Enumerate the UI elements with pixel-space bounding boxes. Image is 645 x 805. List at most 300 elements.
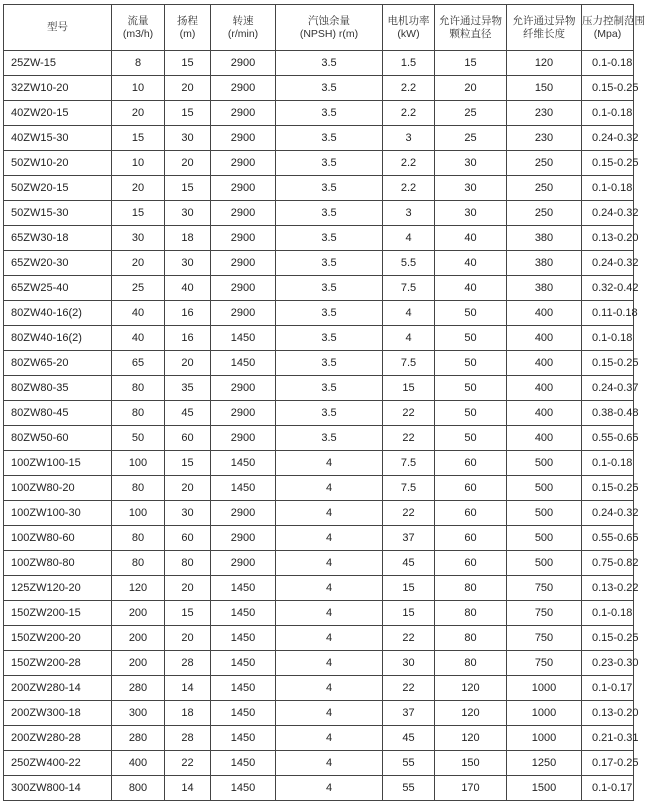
cell-fiber-length: 150 — [507, 76, 582, 101]
cell-pressure-range: 0.1-0.18 — [582, 101, 634, 126]
cell-flow-rate: 280 — [112, 726, 165, 751]
cell-speed: 2900 — [211, 251, 276, 276]
cell-motor-power: 22 — [383, 401, 435, 426]
table-row — [4, 376, 634, 401]
cell-speed: 1450 — [211, 676, 276, 701]
header-model — [4, 5, 112, 51]
cell-fiber-length: 120 — [507, 51, 582, 76]
cell-motor-power: 7.5 — [383, 476, 435, 501]
cell-motor-power: 1.5 — [383, 51, 435, 76]
cell-flow-rate: 200 — [112, 601, 165, 626]
cell-model: 100ZW100-15 — [4, 451, 112, 476]
header-npsh-line-2: (NPSH) r(m) — [299, 27, 359, 40]
cell-model: 80ZW80-45 — [4, 401, 112, 426]
cell-motor-power: 5.5 — [383, 251, 435, 276]
cell-model: 100ZW80-20 — [4, 476, 112, 501]
cell-motor-power: 45 — [383, 551, 435, 576]
cell-head: 80 — [165, 551, 211, 576]
cell-model: 65ZW25-40 — [4, 276, 112, 301]
header-head-line-2: (m) — [179, 27, 196, 40]
header-speed-line-1: 转速 — [232, 14, 254, 27]
header-flow-rate-line-1: 流量 — [127, 14, 149, 27]
cell-head: 18 — [165, 226, 211, 251]
cell-head: 40 — [165, 276, 211, 301]
cell-particle-diameter: 30 — [435, 176, 507, 201]
header-motor-power — [383, 5, 435, 51]
cell-flow-rate: 280 — [112, 676, 165, 701]
cell-particle-diameter: 25 — [435, 101, 507, 126]
cell-speed: 2900 — [211, 301, 276, 326]
table-row — [4, 176, 634, 201]
cell-fiber-length: 1000 — [507, 726, 582, 751]
cell-pressure-range: 0.24-0.37 — [582, 376, 634, 401]
cell-speed: 1450 — [211, 726, 276, 751]
cell-pressure-range: 0.1-0.17 — [582, 676, 634, 701]
cell-pressure-range: 0.38-0.48 — [582, 401, 634, 426]
cell-npsh: 3.5 — [276, 301, 383, 326]
cell-particle-diameter: 30 — [435, 201, 507, 226]
pump-spec-table — [3, 4, 645, 801]
cell-npsh: 3.5 — [276, 326, 383, 351]
cell-fiber-length: 380 — [507, 226, 582, 251]
cell-motor-power: 55 — [383, 776, 435, 801]
cell-fiber-length: 500 — [507, 451, 582, 476]
cell-head: 30 — [165, 251, 211, 276]
table-row — [4, 201, 634, 226]
cell-motor-power: 2.2 — [383, 176, 435, 201]
header-row — [4, 5, 634, 51]
cell-particle-diameter: 50 — [435, 376, 507, 401]
header-fiber-length-line-2: 纤维长度 — [523, 27, 565, 40]
cell-npsh: 4 — [276, 601, 383, 626]
cell-head: 30 — [165, 501, 211, 526]
cell-pressure-range: 0.1-0.18 — [582, 326, 634, 351]
table-row — [4, 451, 634, 476]
cell-flow-rate: 80 — [112, 401, 165, 426]
cell-motor-power: 4 — [383, 326, 435, 351]
table-row — [4, 251, 634, 276]
cell-npsh: 4 — [276, 476, 383, 501]
header-fiber-length-line-1: 允许通过异物 — [512, 14, 576, 27]
cell-particle-diameter: 120 — [435, 701, 507, 726]
cell-speed: 2900 — [211, 226, 276, 251]
cell-model: 150ZW200-28 — [4, 651, 112, 676]
cell-pressure-range: 0.13-0.20 — [582, 701, 634, 726]
header-particle-diameter-line-2: 颗粒直径 — [449, 27, 492, 40]
cell-model: 80ZW80-35 — [4, 376, 112, 401]
cell-flow-rate: 80 — [112, 551, 165, 576]
cell-speed: 2900 — [211, 501, 276, 526]
cell-npsh: 3.5 — [276, 76, 383, 101]
cell-npsh: 4 — [276, 676, 383, 701]
cell-flow-rate: 100 — [112, 451, 165, 476]
cell-pressure-range: 0.15-0.25 — [582, 351, 634, 376]
cell-particle-diameter: 150 — [435, 751, 507, 776]
cell-fiber-length: 750 — [507, 651, 582, 676]
cell-npsh: 4 — [276, 726, 383, 751]
cell-particle-diameter: 80 — [435, 626, 507, 651]
cell-particle-diameter: 50 — [435, 351, 507, 376]
table-row — [4, 51, 634, 76]
cell-motor-power: 15 — [383, 601, 435, 626]
cell-flow-rate: 8 — [112, 51, 165, 76]
table-row — [4, 101, 634, 126]
cell-pressure-range: 0.15-0.25 — [582, 626, 634, 651]
header-pressure-range-line-2: (Mpa) — [593, 27, 622, 40]
table-row — [4, 151, 634, 176]
cell-fiber-length: 750 — [507, 601, 582, 626]
cell-speed: 2900 — [211, 526, 276, 551]
cell-head: 20 — [165, 351, 211, 376]
cell-npsh: 3.5 — [276, 426, 383, 451]
header-model-line-1: 型号 — [47, 21, 68, 33]
cell-pressure-range: 0.55-0.65 — [582, 426, 634, 451]
cell-speed: 2900 — [211, 151, 276, 176]
cell-flow-rate: 80 — [112, 526, 165, 551]
table-row — [4, 226, 634, 251]
cell-fiber-length: 250 — [507, 176, 582, 201]
cell-fiber-length: 1000 — [507, 676, 582, 701]
cell-motor-power: 22 — [383, 501, 435, 526]
cell-fiber-length: 400 — [507, 401, 582, 426]
cell-flow-rate: 200 — [112, 626, 165, 651]
cell-flow-rate: 10 — [112, 151, 165, 176]
cell-flow-rate: 400 — [112, 751, 165, 776]
header-speed-line-2: (r/min) — [227, 27, 259, 40]
cell-flow-rate: 100 — [112, 501, 165, 526]
cell-flow-rate: 15 — [112, 201, 165, 226]
cell-fiber-length: 500 — [507, 476, 582, 501]
cell-pressure-range: 0.13-0.22 — [582, 576, 634, 601]
cell-pressure-range: 0.55-0.65 — [582, 526, 634, 551]
cell-motor-power: 2.2 — [383, 151, 435, 176]
cell-flow-rate: 20 — [112, 101, 165, 126]
cell-head: 35 — [165, 376, 211, 401]
cell-head: 20 — [165, 76, 211, 101]
cell-head: 60 — [165, 426, 211, 451]
cell-head: 15 — [165, 451, 211, 476]
cell-npsh: 3.5 — [276, 101, 383, 126]
cell-motor-power: 15 — [383, 576, 435, 601]
cell-pressure-range: 0.24-0.32 — [582, 501, 634, 526]
cell-speed: 2900 — [211, 76, 276, 101]
cell-npsh: 4 — [276, 626, 383, 651]
cell-head: 15 — [165, 101, 211, 126]
cell-fiber-length: 500 — [507, 501, 582, 526]
table-row — [4, 776, 634, 801]
cell-particle-diameter: 60 — [435, 451, 507, 476]
cell-motor-power: 45 — [383, 726, 435, 751]
cell-model: 40ZW15-30 — [4, 126, 112, 151]
cell-model: 80ZW50-60 — [4, 426, 112, 451]
cell-pressure-range: 0.1-0.18 — [582, 51, 634, 76]
cell-motor-power: 7.5 — [383, 351, 435, 376]
table-row — [4, 701, 634, 726]
cell-motor-power: 22 — [383, 426, 435, 451]
cell-head: 20 — [165, 151, 211, 176]
cell-head: 20 — [165, 576, 211, 601]
cell-npsh: 3.5 — [276, 226, 383, 251]
cell-particle-diameter: 40 — [435, 226, 507, 251]
cell-pressure-range: 0.11-0.18 — [582, 301, 634, 326]
cell-particle-diameter: 20 — [435, 76, 507, 101]
cell-motor-power: 7.5 — [383, 276, 435, 301]
cell-model: 100ZW100-30 — [4, 501, 112, 526]
cell-head: 16 — [165, 301, 211, 326]
cell-npsh: 3.5 — [276, 51, 383, 76]
header-npsh-line-1: 汽蚀余量 — [308, 14, 350, 27]
cell-speed: 1450 — [211, 576, 276, 601]
cell-model: 65ZW30-18 — [4, 226, 112, 251]
table-body — [4, 51, 639, 801]
cell-speed: 2900 — [211, 276, 276, 301]
header-flow-rate — [112, 5, 165, 51]
cell-particle-diameter: 50 — [435, 426, 507, 451]
cell-motor-power: 55 — [383, 751, 435, 776]
header-flow-rate-line-2: (m3/h) — [122, 27, 154, 40]
cell-npsh: 4 — [276, 526, 383, 551]
table-row — [4, 326, 634, 351]
cell-pressure-range: 0.21-0.31 — [582, 726, 634, 751]
cell-motor-power: 2.2 — [383, 101, 435, 126]
cell-model: 150ZW200-15 — [4, 601, 112, 626]
cell-particle-diameter: 170 — [435, 776, 507, 801]
cell-head: 16 — [165, 326, 211, 351]
cell-speed: 2900 — [211, 101, 276, 126]
cell-particle-diameter: 40 — [435, 276, 507, 301]
cell-speed: 2900 — [211, 51, 276, 76]
cell-particle-diameter: 50 — [435, 326, 507, 351]
cell-model: 25ZW-15 — [4, 51, 112, 76]
cell-speed: 2900 — [211, 551, 276, 576]
cell-motor-power: 4 — [383, 301, 435, 326]
cell-motor-power: 3 — [383, 201, 435, 226]
cell-particle-diameter: 60 — [435, 501, 507, 526]
cell-npsh: 4 — [276, 776, 383, 801]
cell-speed: 2900 — [211, 201, 276, 226]
table-row — [4, 576, 634, 601]
header-pressure-range-line-1: 压力控制范围 — [582, 14, 645, 27]
cell-flow-rate: 80 — [112, 376, 165, 401]
pump-spec-table-container — [3, 4, 645, 801]
cell-pressure-range: 0.24-0.32 — [582, 201, 634, 226]
cell-model: 100ZW80-60 — [4, 526, 112, 551]
cell-model: 65ZW20-30 — [4, 251, 112, 276]
cell-model: 125ZW120-20 — [4, 576, 112, 601]
cell-model: 200ZW300-18 — [4, 701, 112, 726]
cell-fiber-length: 500 — [507, 551, 582, 576]
table-row — [4, 526, 634, 551]
cell-pressure-range: 0.23-0.30 — [582, 651, 634, 676]
cell-flow-rate: 15 — [112, 126, 165, 151]
cell-motor-power: 15 — [383, 376, 435, 401]
cell-pressure-range: 0.24-0.32 — [582, 251, 634, 276]
table-row — [4, 76, 634, 101]
cell-model: 32ZW10-20 — [4, 76, 112, 101]
header-motor-power-line-1: 电机功率 — [387, 14, 430, 27]
cell-model: 80ZW40-16(2) — [4, 301, 112, 326]
cell-pressure-range: 0.1-0.17 — [582, 776, 634, 801]
cell-fiber-length: 230 — [507, 101, 582, 126]
cell-flow-rate: 65 — [112, 351, 165, 376]
table-row — [4, 301, 634, 326]
cell-pressure-range: 0.32-0.42 — [582, 276, 634, 301]
cell-pressure-range: 0.1-0.18 — [582, 601, 634, 626]
cell-particle-diameter: 30 — [435, 151, 507, 176]
cell-motor-power: 37 — [383, 526, 435, 551]
cell-npsh: 4 — [276, 701, 383, 726]
cell-speed: 1450 — [211, 476, 276, 501]
cell-speed: 1450 — [211, 451, 276, 476]
cell-pressure-range: 0.17-0.25 — [582, 751, 634, 776]
table-row — [4, 426, 634, 451]
cell-fiber-length: 250 — [507, 201, 582, 226]
cell-flow-rate: 80 — [112, 476, 165, 501]
cell-flow-rate: 300 — [112, 701, 165, 726]
cell-flow-rate: 10 — [112, 76, 165, 101]
cell-motor-power: 22 — [383, 676, 435, 701]
header-particle-diameter — [435, 5, 507, 51]
cell-npsh: 3.5 — [276, 201, 383, 226]
cell-pressure-range: 0.15-0.25 — [582, 76, 634, 101]
cell-model: 100ZW80-80 — [4, 551, 112, 576]
cell-fiber-length: 380 — [507, 251, 582, 276]
cell-npsh: 3.5 — [276, 251, 383, 276]
cell-head: 20 — [165, 626, 211, 651]
cell-motor-power: 4 — [383, 226, 435, 251]
cell-fiber-length: 230 — [507, 126, 582, 151]
header-fiber-length — [507, 5, 582, 51]
table-row — [4, 401, 634, 426]
cell-flow-rate: 120 — [112, 576, 165, 601]
cell-flow-rate: 800 — [112, 776, 165, 801]
cell-model: 80ZW65-20 — [4, 351, 112, 376]
cell-particle-diameter: 15 — [435, 51, 507, 76]
table-row — [4, 676, 634, 701]
table-row — [4, 351, 634, 376]
header-npsh — [276, 5, 383, 51]
cell-fiber-length: 380 — [507, 276, 582, 301]
cell-head: 20 — [165, 476, 211, 501]
cell-motor-power: 2.2 — [383, 76, 435, 101]
cell-fiber-length: 750 — [507, 626, 582, 651]
table-row — [4, 726, 634, 751]
cell-model: 50ZW20-15 — [4, 176, 112, 201]
cell-head: 60 — [165, 526, 211, 551]
cell-flow-rate: 20 — [112, 176, 165, 201]
cell-npsh: 4 — [276, 501, 383, 526]
cell-particle-diameter: 60 — [435, 476, 507, 501]
header-head-line-1: 扬程 — [177, 14, 198, 27]
cell-head: 30 — [165, 126, 211, 151]
cell-model: 150ZW200-20 — [4, 626, 112, 651]
cell-npsh: 3.5 — [276, 401, 383, 426]
table-row — [4, 551, 634, 576]
cell-model: 40ZW20-15 — [4, 101, 112, 126]
header-head — [165, 5, 211, 51]
cell-npsh: 3.5 — [276, 376, 383, 401]
cell-pressure-range: 0.13-0.20 — [582, 226, 634, 251]
cell-speed: 1450 — [211, 326, 276, 351]
cell-particle-diameter: 60 — [435, 551, 507, 576]
cell-fiber-length: 400 — [507, 376, 582, 401]
cell-npsh: 4 — [276, 651, 383, 676]
cell-particle-diameter: 80 — [435, 601, 507, 626]
cell-model: 200ZW280-14 — [4, 676, 112, 701]
cell-flow-rate: 20 — [112, 251, 165, 276]
cell-model: 300ZW800-14 — [4, 776, 112, 801]
cell-head: 30 — [165, 201, 211, 226]
cell-motor-power: 37 — [383, 701, 435, 726]
cell-speed: 1450 — [211, 626, 276, 651]
cell-head: 28 — [165, 726, 211, 751]
cell-speed: 1450 — [211, 351, 276, 376]
table-row — [4, 276, 634, 301]
cell-motor-power: 3 — [383, 126, 435, 151]
table-row — [4, 651, 634, 676]
cell-head: 18 — [165, 701, 211, 726]
table-row — [4, 601, 634, 626]
cell-head: 22 — [165, 751, 211, 776]
cell-speed: 2900 — [211, 376, 276, 401]
cell-model: 200ZW280-28 — [4, 726, 112, 751]
cell-flow-rate: 30 — [112, 226, 165, 251]
header-speed — [211, 5, 276, 51]
cell-head: 15 — [165, 176, 211, 201]
cell-speed: 2900 — [211, 126, 276, 151]
cell-head: 15 — [165, 51, 211, 76]
cell-flow-rate: 200 — [112, 651, 165, 676]
header-pressure-range — [582, 5, 645, 51]
cell-model: 80ZW40-16(2) — [4, 326, 112, 351]
cell-flow-rate: 50 — [112, 426, 165, 451]
cell-npsh: 3.5 — [276, 151, 383, 176]
cell-npsh: 3.5 — [276, 176, 383, 201]
table-row — [4, 501, 634, 526]
cell-npsh: 4 — [276, 576, 383, 601]
cell-head: 15 — [165, 601, 211, 626]
cell-flow-rate: 40 — [112, 326, 165, 351]
cell-particle-diameter: 40 — [435, 251, 507, 276]
table-row — [4, 626, 634, 651]
cell-speed: 1450 — [211, 601, 276, 626]
cell-particle-diameter: 80 — [435, 576, 507, 601]
cell-fiber-length: 400 — [507, 301, 582, 326]
cell-npsh: 4 — [276, 551, 383, 576]
cell-fiber-length: 400 — [507, 326, 582, 351]
cell-particle-diameter: 60 — [435, 526, 507, 551]
cell-pressure-range: 0.1-0.18 — [582, 176, 634, 201]
cell-speed: 1450 — [211, 701, 276, 726]
header-particle-diameter-line-1: 允许通过异物 — [439, 14, 502, 27]
cell-fiber-length: 500 — [507, 526, 582, 551]
cell-motor-power: 22 — [383, 626, 435, 651]
cell-head: 45 — [165, 401, 211, 426]
cell-motor-power: 30 — [383, 651, 435, 676]
cell-pressure-range: 0.1-0.18 — [582, 451, 634, 476]
cell-speed: 2900 — [211, 176, 276, 201]
cell-fiber-length: 1000 — [507, 701, 582, 726]
cell-fiber-length: 1250 — [507, 751, 582, 776]
cell-head: 14 — [165, 776, 211, 801]
cell-npsh: 4 — [276, 751, 383, 776]
cell-flow-rate: 25 — [112, 276, 165, 301]
cell-flow-rate: 40 — [112, 301, 165, 326]
cell-speed: 2900 — [211, 401, 276, 426]
cell-npsh: 3.5 — [276, 276, 383, 301]
header-motor-power-line-2: (kW) — [397, 27, 420, 40]
cell-particle-diameter: 50 — [435, 301, 507, 326]
